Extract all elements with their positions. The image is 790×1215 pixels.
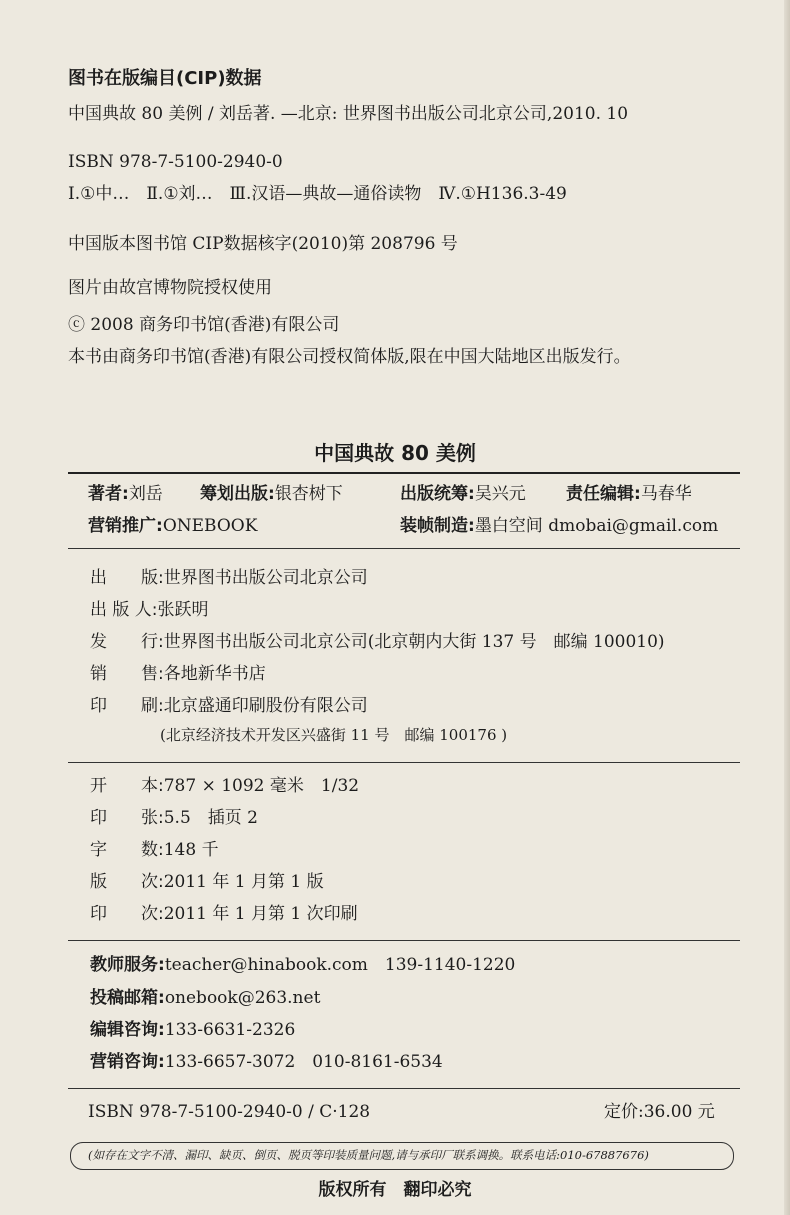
credit-author-value: 刘岳 xyxy=(128,484,163,504)
cip-isbn: ISBN 978-7-5100-2940-0 xyxy=(68,152,283,172)
cip-classification: Ⅰ.①中… Ⅱ.①刘… Ⅲ.汉语—典故—通俗读物 Ⅳ.①H136.3-49 xyxy=(68,184,567,204)
divider-contacts xyxy=(68,1088,740,1089)
credit-design-value: 墨白空间 dmobai@gmail.com xyxy=(474,516,719,536)
publishing-row xyxy=(90,662,266,686)
credit-marketing-value: ONEBOOK xyxy=(162,516,258,536)
contact-label: 投稿邮箱: xyxy=(90,988,165,1008)
credit-editor-value: 马春华 xyxy=(640,484,692,504)
contact-row xyxy=(90,1050,443,1074)
contact-label: 编辑咨询: xyxy=(90,1020,165,1040)
publishing-label: 印 刷: xyxy=(90,696,164,716)
publishing-label: 发 行: xyxy=(90,632,164,652)
quality-notice: (如存在文字不清、漏印、缺页、倒页、脱页等印装质量问题,请与承印厂联系调换。联系电话:010-67887676) xyxy=(88,1148,649,1162)
price: 定价:36.00 元 xyxy=(604,1102,715,1122)
contact-label: 营销咨询: xyxy=(90,1052,165,1072)
divider-top xyxy=(68,472,740,474)
publishing-value: 各地新华书店 xyxy=(163,664,266,684)
spec-label: 印 张: xyxy=(90,808,164,828)
spec-label: 版 次: xyxy=(90,872,164,892)
credit-planning xyxy=(200,482,343,506)
spec-value: 148 千 xyxy=(163,840,219,860)
spec-row xyxy=(90,838,219,862)
contact-value: teacher@hinabook.com 139-1140-1220 xyxy=(164,955,516,975)
credit-coordinator-label: 出版统筹: xyxy=(400,484,475,504)
credit-coordinator xyxy=(400,482,526,506)
publishing-value: 张跃明 xyxy=(157,600,209,620)
spec-row xyxy=(90,806,258,830)
publishing-label: 出 版 人: xyxy=(90,600,158,620)
cip-bibliographic-line: 中国典故 80 美例 / 刘岳著. —北京: 世界图书出版公司北京公司,2010. 10 xyxy=(68,104,629,124)
credit-coordinator-value: 吴兴元 xyxy=(474,484,526,504)
contact-value: onebook@263.net xyxy=(164,988,321,1008)
cip-heading: 图书在版编目(CIP)数据 xyxy=(68,68,262,89)
credit-design-label: 装帧制造: xyxy=(400,516,475,536)
spec-row xyxy=(90,870,324,894)
publishing-row xyxy=(90,630,665,654)
rights-reserved: 版权所有 翻印必究 xyxy=(318,1180,472,1200)
credit-editor xyxy=(566,482,692,506)
publishing-row xyxy=(90,694,368,718)
page-edge-shadow xyxy=(784,0,790,1215)
spec-label: 字 数: xyxy=(90,840,164,860)
publishing-value: 世界图书出版公司北京公司(北京朝内大街 137 号 邮编 100010) xyxy=(163,632,665,652)
printer-address: (北京经济技术开发区兴盛街 11 号 邮编 100176 ) xyxy=(160,726,508,744)
credit-marketing-label: 营销推广: xyxy=(88,516,163,536)
spec-row xyxy=(90,902,358,926)
divider-publishing xyxy=(68,762,740,763)
spec-row xyxy=(90,774,359,798)
credit-design xyxy=(400,514,718,538)
credit-editor-label: 责任编辑: xyxy=(566,484,641,504)
image-permission-note: 图片由故宫博物院授权使用 xyxy=(68,278,272,298)
contact-label: 教师服务: xyxy=(90,955,165,975)
cip-verification-number: 中国版本图书馆 CIP数据核字(2010)第 208796 号 xyxy=(68,234,458,254)
publishing-label: 出 版: xyxy=(90,568,164,588)
credit-planning-value: 银杏树下 xyxy=(274,484,343,504)
contact-value: 133-6657-3072 010-8161-6534 xyxy=(164,1052,443,1072)
license-statement: 本书由商务印书馆(香港)有限公司授权简体版,限在中国大陆地区出版发行。 xyxy=(68,347,631,367)
credit-planning-label: 筹划出版: xyxy=(200,484,275,504)
spec-value: 787 × 1092 毫米 1/32 xyxy=(163,776,360,796)
contact-row xyxy=(90,953,515,977)
publishing-value: 世界图书出版公司北京公司 xyxy=(163,568,368,588)
footer-isbn: ISBN 978-7-5100-2940-0 / C·128 xyxy=(88,1102,371,1122)
contact-row xyxy=(90,1018,295,1042)
spec-label: 印 次: xyxy=(90,904,164,924)
credit-author xyxy=(88,482,163,506)
divider-credits xyxy=(68,548,740,549)
contact-value: 133-6631-2326 xyxy=(164,1020,296,1040)
publishing-row xyxy=(90,566,368,590)
spec-value: 2011 年 1 月第 1 次印刷 xyxy=(163,904,358,924)
publishing-row xyxy=(90,598,209,622)
contact-row xyxy=(90,986,320,1010)
credit-marketing xyxy=(88,514,257,538)
publishing-value: 北京盛通印刷股份有限公司 xyxy=(163,696,368,716)
spec-value: 5.5 插页 2 xyxy=(163,808,258,828)
copyright-line: ⓒ 2008 商务印书馆(香港)有限公司 xyxy=(68,315,340,335)
spec-value: 2011 年 1 月第 1 版 xyxy=(163,872,324,892)
spec-label: 开 本: xyxy=(90,776,164,796)
book-title: 中国典故 80 美例 xyxy=(314,441,476,465)
credit-author-label: 著者: xyxy=(88,484,129,504)
publishing-label: 销 售: xyxy=(90,664,164,684)
divider-specs xyxy=(68,940,740,941)
